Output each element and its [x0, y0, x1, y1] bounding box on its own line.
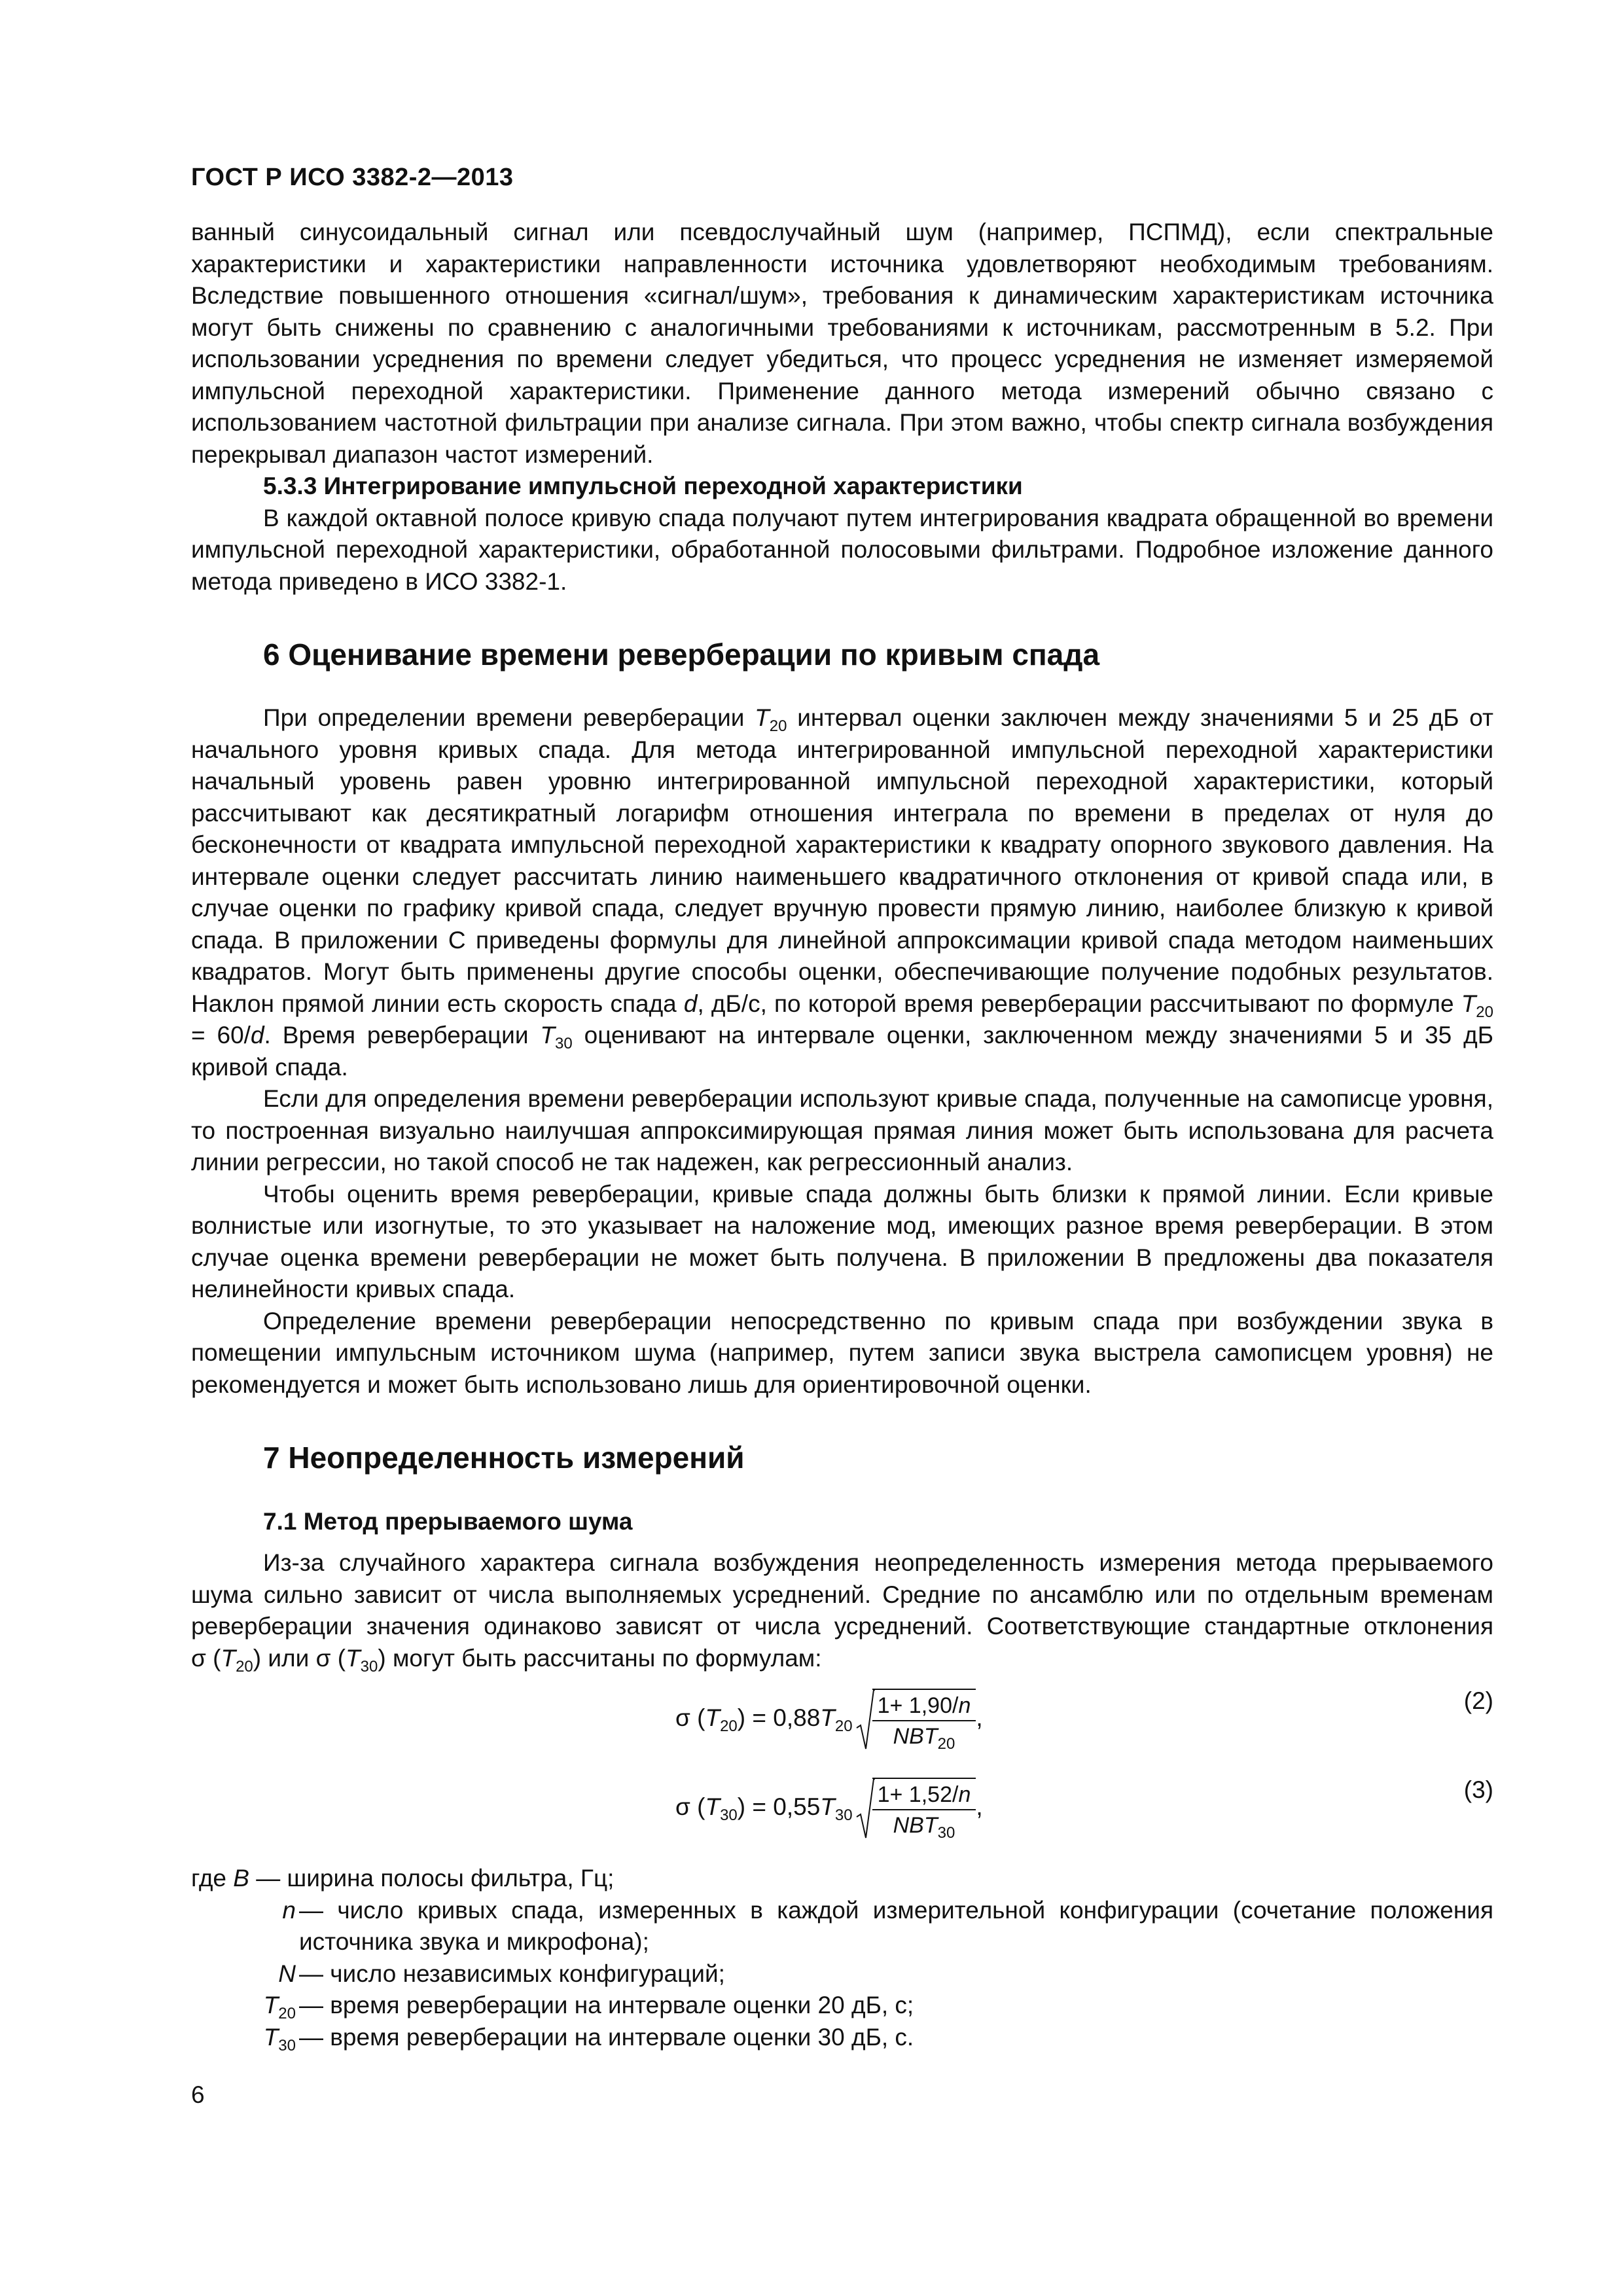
paragraph-5-3-3: В каждой октавной полосе кривую спада получают путем интегрирования квадрата обращенной во времени импульсной переходной характеристики, обработанной полосовыми фильтрами. Подробное изложение данного метода приведено в ИСО 3382-1.: [191, 504, 1493, 595]
formula-2: σ $(T_{20}) = 0,88T_{20}$ $\frac{1+ 1,90/n}{NBT_{20}}$ , (2): [675, 1687, 1493, 1753]
document-header: ГОСТ Р ИСО 3382-2—2013: [191, 164, 514, 191]
definition-T20: $T_{20}$ — время реверберации на интервале оценки 20 дБ, с;: [263, 1992, 914, 2022]
definition-B: где B — ширина полосы фильтра, Гц;: [191, 1865, 615, 1892]
section-6-heading: 6 Оценивание времени реверберации по кривым спада: [263, 637, 1100, 672]
page-number: 6: [191, 2081, 205, 2108]
paragraph-7-1: Из-за случайного характера сигнала возбуждения неопределенность измерения метода прерываемого шума сильно зависит от числа выполняемых усреднений. Средние по ансамблю или по отдельным временам реверберации значения одинаково зависят от числа усреднений. Соответствующие стандартные отклонения σ $(T_{20})$ или σ $(T_{30})$ могут быть рассчитаны по формулам:: [191, 1549, 1493, 1676]
subsection-5-3-3-heading: 5.3.3 Интегрирование импульсной переходной характеристики: [263, 473, 1023, 499]
paragraph-continued: ванный синусоидальный сигнал или псевдослучайный шум (например, ПСПМД), если спектральные характеристики и характеристики направленности источника удовлетворяют необходимым требованиям. Вследствие повышенного отношения «сигнал/шум», требования к динамическим характеристикам источника могут быть снижены по сравнению с аналогичными требованиями к источникам, рассмотренным в 5.2. При использовании усреднения по времени следует убедиться, что процесс усреднения не изменяет измеряемой импульсной переходной характеристики. Применение данного метода измерений обычно связано с использованием частотной фильтрации при анализе сигнала. При этом важно, чтобы спектр сигнала возбуждения перекрывал диапазон частот измерений.: [191, 219, 1493, 468]
square-root: $\frac{1+ 1,52/n}{NBT_{30}}$: [855, 1778, 976, 1839]
subsection-7-1-heading: 7.1 Метод прерываемого шума: [263, 1508, 633, 1535]
definition-N: N — число независимых конфигураций;: [278, 1960, 725, 1987]
definition-n: n — число кривых спада, измеренных в каждой измерительной конфигурации (сочетание положения источника звука и микрофона);: [282, 1896, 1493, 1955]
formula-3: σ $(T_{30}) = 0,55T_{30}$ $\frac{1+ 1,52/n}{NBT_{30}}$ , (3): [675, 1776, 1493, 1842]
document-page: [191, 164, 1493, 2053]
equation-number-2: (2): [1463, 1687, 1493, 1714]
equation-number-3: (3): [1463, 1776, 1493, 1803]
paragraph-6-2: Если для определения времени реверберации используют кривые спада, полученные на самописце уровня, то построенная визуально наилучшая аппроксимирующая прямая линия может быть использована для расчета линии регрессии, но такой способ не так надежен, как регрессионный анализ.: [191, 1085, 1493, 1175]
paragraph-6-4: Определение времени реверберации непосредственно по кривым спада при возбуждении звука в помещении импульсным источником шума (например, путем записи звука выстрела самописцем уровня) не рекомендуется и может быть использовано лишь для ориентировочной оценки.: [191, 1307, 1493, 1398]
paragraph-6-1: При определении времени реверберации $T_{20}$ интервал оценки заключен между значениями 5 и 25 дБ от начального уровня кривых спада. Для метода интегрированной импульсной переходной характеристики начальный уровень равен уровню интегрированной импульсной переходной характеристики, который рассчитывают как десятикратный логарифм отношения интеграла по времени в пределах от нуля до бесконечности от квадрата импульсной переходной характеристики к квадрату опорного звукового давления. На интервале оценки следует рассчитать линию наименьшего квадратичного отклонения от кривой спада или, в случае оценки по графику кривой спада, следует вручную провести прямую линию, наиболее близкую к кривой спада. В приложении С приведены формулы для линейной аппроксимации кривой спада методом наименьших квадратов. Могут быть применены другие способы оценки, обеспечивающие получение подобных результатов. Наклон прямой линии есть скорость спада d, дБ/с, по которой время реверберации рассчитывают по формуле $T_{20} = 60/d$. Время реверберации $T_{30}$ оценивают на интервале оценки, заключенном между значениями 5 и 35 дБ кривой спада.: [191, 704, 1493, 1081]
square-root: $\frac{1+ 1,90/n}{NBT_{20}}$: [855, 1689, 976, 1750]
paragraph-6-3: Чтобы оценить время реверберации, кривые спада должны быть близки к прямой линии. Если кривые волнистые или изогнутые, то это указывает на наложение мод, имеющих разное время реверберации. В этом случае оценка времени реверберации не может быть получена. В приложении В предложены два показателя нелинейности кривых спада.: [191, 1180, 1493, 1302]
symbol-definitions: [191, 1863, 1493, 2053]
definition-T30: $T_{30}$ — время реверберации на интервале оценки 30 дБ, с.: [263, 2023, 914, 2054]
section-7-heading: 7 Неопределенность измерений: [263, 1441, 745, 1475]
